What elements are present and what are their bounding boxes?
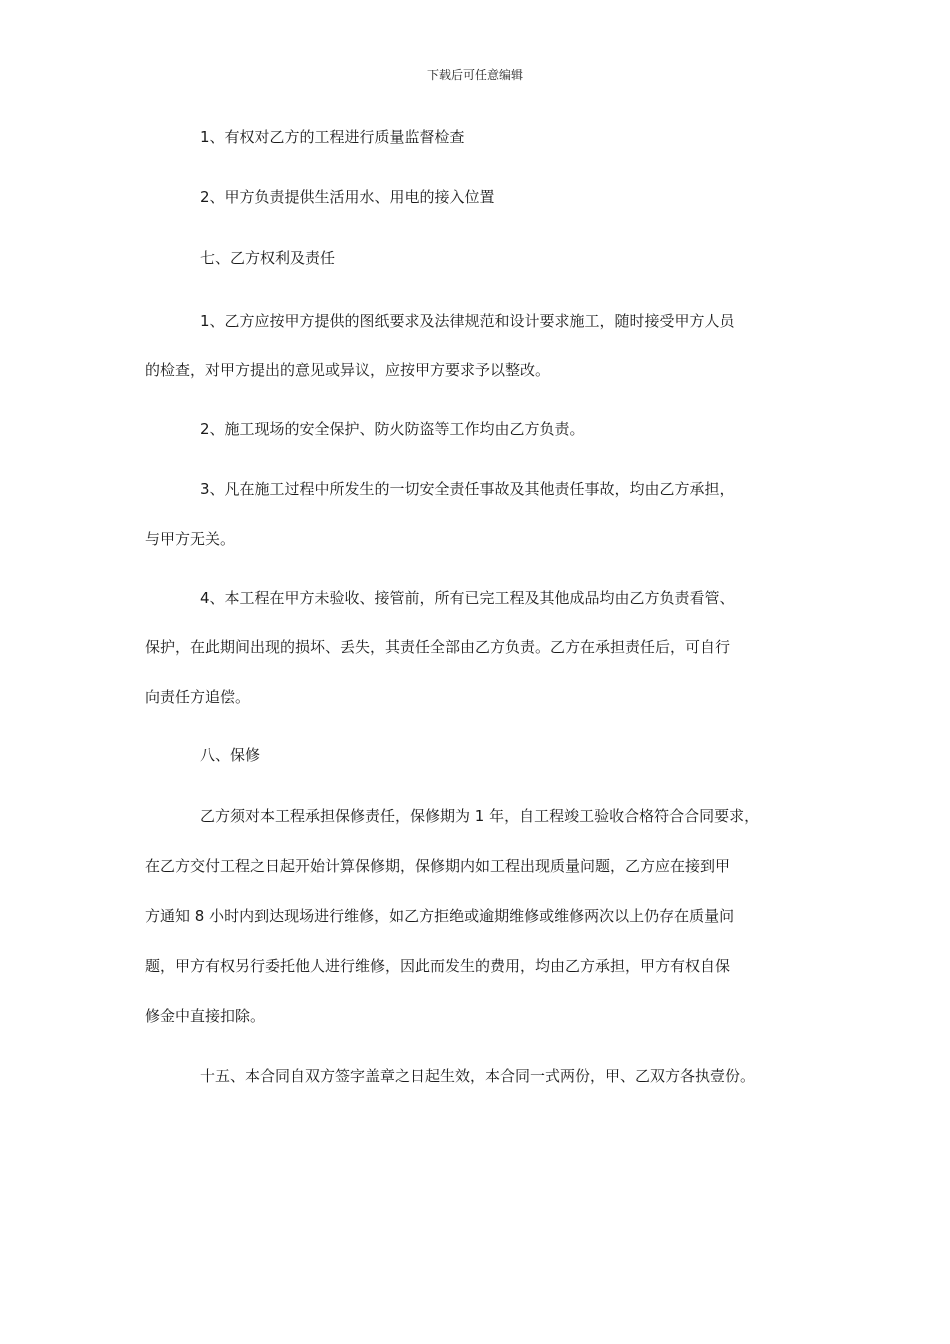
paragraph-line: 在乙方交付工程之日起开始计算保修期，保修期内如工程出现质量问题，乙方应在接到甲 — [145, 857, 731, 875]
paragraph-line: 1、乙方应按甲方提供的图纸要求及法律规范和设计要求施工，随时接受甲方人员 — [200, 312, 735, 330]
paragraph-line: 的检查，对甲方提出的意见或异议，应按甲方要求予以整改。 — [145, 361, 551, 379]
paragraph-line: 十五、本合同自双方签字盖章之日起生效，本合同一式两份，甲、乙双方各执壹份。 — [200, 1067, 756, 1085]
paragraph-line: 3、凡在施工过程中所发生的一切安全责任事故及其他责任事故，均由乙方承担， — [200, 480, 735, 498]
paragraph-line: 向责任方追偿。 — [145, 688, 251, 706]
paragraph-line: 4、本工程在甲方未验收、接管前，所有已完工程及其他成品均由乙方负责看管、 — [200, 589, 735, 607]
section-heading: 七、乙方权利及责任 — [200, 249, 336, 267]
section-heading: 八、保修 — [200, 746, 261, 764]
paragraph-line: 1、有权对乙方的工程进行质量监督检查 — [200, 128, 465, 146]
paragraph-line: 方通知 8 小时内到达现场进行维修，如乙方拒绝或逾期维修或维修两次以上仍存在质量问 — [145, 907, 735, 925]
paragraph-line: 2、施工现场的安全保护、防火防盗等工作均由乙方负责。 — [200, 420, 585, 438]
page-header: 下载后可任意编辑 — [426, 68, 523, 82]
paragraph-line: 2、甲方负责提供生活用水、用电的接入位置 — [200, 188, 495, 206]
paragraph-line: 保护，在此期间出现的损坏、丢失，其责任全部由乙方负责。乙方在承担责任后，可自行 — [145, 638, 731, 656]
paragraph-line: 题，甲方有权另行委托他人进行维修，因此而发生的费用，均由乙方承担，甲方有权自保 — [145, 957, 731, 975]
paragraph-line: 与甲方无关。 — [145, 530, 236, 548]
paragraph-line: 修金中直接扣除。 — [145, 1007, 266, 1025]
paragraph-line: 乙方须对本工程承担保修责任，保修期为 1 年，自工程竣工验收合格符合合同要求， — [200, 807, 760, 825]
